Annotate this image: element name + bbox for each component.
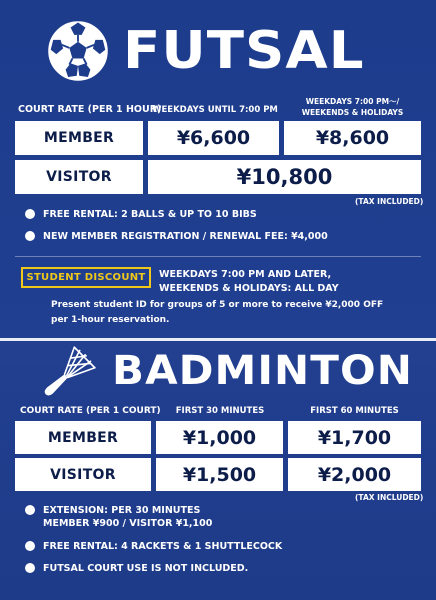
badminton-visitor-60-price: ¥2,000 bbox=[288, 458, 421, 491]
badminton-first60-header: FIRST 60 MINUTES bbox=[310, 406, 399, 416]
badminton-court-rate-header: COURT RATE (PER 1 COURT) bbox=[20, 406, 161, 416]
badminton-bullet-note bbox=[25, 562, 248, 575]
student-discount-when-line1: WEEKDAYS 7:00 PM AND LATER, bbox=[159, 269, 332, 280]
futsal-court-rate-header: COURT RATE (PER 1 HOUR) bbox=[18, 104, 162, 115]
badminton-visitor-30-price: ¥1,500 bbox=[156, 458, 283, 491]
futsal-registration-text: NEW MEMBER REGISTRATION / RENEWAL FEE: ¥4,000 bbox=[43, 231, 328, 242]
futsal-member-weekday-price: ¥6,600 bbox=[148, 121, 279, 155]
futsal-bullet-registration bbox=[25, 230, 328, 243]
futsal-member-label: MEMBER bbox=[15, 121, 143, 155]
futsal-evening-header-line1: WEEKDAYS 7:00 PM〜/ bbox=[305, 97, 400, 106]
student-discount-desc-line2: per 1-hour reservation. bbox=[51, 315, 170, 325]
badminton-title-row bbox=[42, 342, 413, 400]
student-discount-desc-line1: Present student ID for groups of 5 or more to receive ¥2,000 OFF bbox=[51, 300, 384, 310]
badminton-tax-note: (TAX INCLUDED) bbox=[355, 493, 424, 502]
futsal-weekdays-header: WEEKDAYS UNTIL 7:00 PM bbox=[152, 105, 278, 115]
futsal-evening-header-line2: WEEKENDS & HOLIDAYS bbox=[301, 108, 404, 117]
bullet-dot-icon bbox=[25, 209, 35, 219]
student-discount-when-line2: WEEKENDS & HOLIDAYS: ALL DAY bbox=[159, 283, 339, 294]
futsal-rental-text: FREE RENTAL: 2 BALLS & UP TO 10 BIBS bbox=[43, 209, 257, 220]
badminton-bullet-rental bbox=[25, 540, 282, 553]
futsal-visitor-price: ¥10,800 bbox=[148, 160, 421, 194]
badminton-extension-line1: EXTENSION: PER 30 MINUTES bbox=[43, 505, 201, 516]
badminton-first30-header: FIRST 30 MINUTES bbox=[175, 406, 265, 416]
badminton-member-label: MEMBER bbox=[15, 421, 151, 454]
badminton-member-30-price: ¥1,000 bbox=[156, 421, 283, 454]
badminton-bullet-extension bbox=[25, 504, 212, 530]
soccer-ball-icon bbox=[47, 20, 109, 82]
badminton-note-text: FUTSAL COURT USE IS NOT INCLUDED. bbox=[43, 563, 249, 574]
badminton-extension-text bbox=[43, 504, 212, 530]
shuttlecock-icon bbox=[42, 344, 98, 398]
futsal-title: FUTSAL bbox=[123, 21, 365, 81]
badminton-rental-text: FREE RENTAL: 4 RACKETS & 1 SHUTTLECOCK bbox=[43, 541, 283, 552]
futsal-member-evening-price: ¥8,600 bbox=[284, 121, 421, 155]
bullet-dot-icon bbox=[25, 541, 35, 551]
futsal-bullet-rental bbox=[25, 208, 257, 221]
futsal-visitor-label: VISITOR bbox=[15, 160, 143, 194]
badminton-extension-line2: MEMBER ¥900 / VISITOR ¥1,100 bbox=[43, 518, 213, 529]
badminton-member-60-price: ¥1,700 bbox=[288, 421, 421, 454]
badminton-title: BADMINTON bbox=[112, 348, 413, 394]
futsal-tax-note: (TAX INCLUDED) bbox=[355, 197, 424, 206]
bullet-dot-icon bbox=[25, 231, 35, 241]
student-discount-badge: STUDENT DISCOUNT bbox=[21, 267, 151, 288]
futsal-title-row bbox=[47, 16, 365, 86]
futsal-section-divider bbox=[15, 256, 421, 257]
bullet-dot-icon bbox=[25, 563, 35, 573]
bullet-dot-icon bbox=[25, 505, 35, 515]
badminton-visitor-label: VISITOR bbox=[15, 458, 151, 491]
